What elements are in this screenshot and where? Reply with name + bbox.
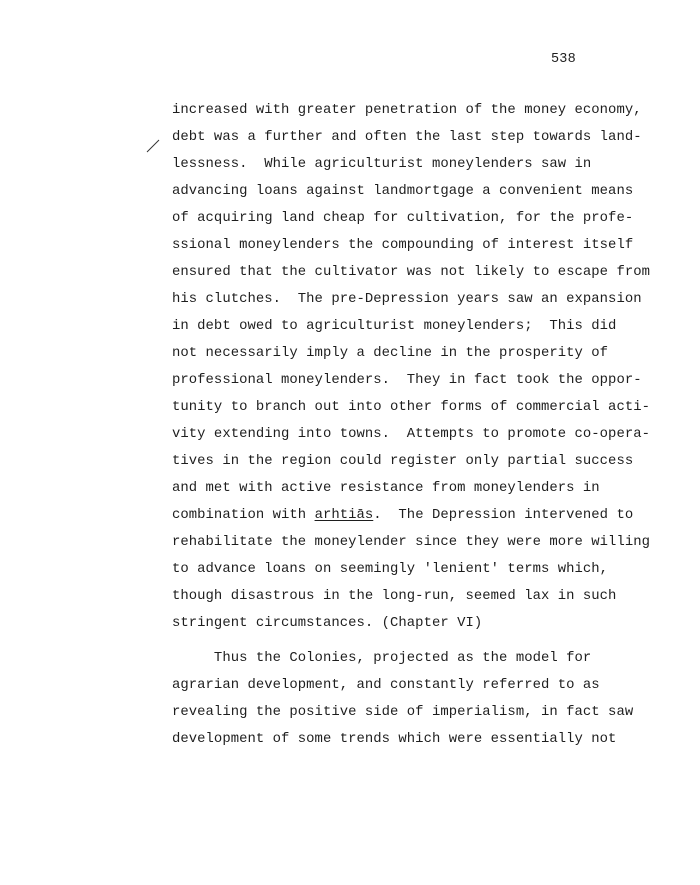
text-segment: combination with: [172, 507, 315, 523]
text-line: increased with greater penetration of the money economy,: [172, 102, 642, 118]
text-line: and met with active resistance from moneylenders in: [172, 480, 600, 496]
text-line: though disastrous in the long-run, seemed lax in such: [172, 588, 617, 604]
page-number: 538: [551, 52, 576, 67]
text-line: [172, 509, 633, 523]
text-line: tives in the region could register only partial success: [172, 453, 634, 469]
text-line: of acquiring land cheap for cultivation, for the profe-: [172, 210, 634, 226]
text-line: his clutches. The pre-Depression years saw an expansion: [172, 291, 642, 307]
text-line: in debt owed to agriculturist moneylenders; This did: [172, 318, 617, 334]
text-line: rehabilitate the moneylender since they were more willing: [172, 534, 650, 550]
text-line: ssional moneylenders the compounding of interest itself: [172, 237, 634, 253]
text-line: Thus the Colonies, projected as the model for: [172, 650, 592, 666]
text-line: revealing the positive side of imperialism, in fact saw: [172, 704, 634, 720]
text-line: tunity to branch out into other forms of commercial acti-: [172, 399, 650, 415]
margin-tick-mark: [145, 138, 161, 154]
text-line: to advance loans on seemingly 'lenient' terms which,: [172, 561, 609, 577]
text-line: vity extending into towns. Attempts to promote co-opera-: [172, 426, 650, 442]
text-line: development of some trends which were essentially not: [172, 731, 617, 747]
text-line: professional moneylenders. They in fact took the oppor-: [172, 372, 642, 388]
text-line: stringent circumstances. (Chapter VI): [172, 615, 483, 631]
text-line: lessness. While agriculturist moneylenders saw in: [172, 156, 592, 172]
text-segment: . The Depression intervened to: [373, 507, 634, 523]
text-line: debt was a further and often the last step towards land-: [172, 129, 642, 145]
text-line: ensured that the cultivator was not likely to escape from: [172, 264, 650, 280]
text-line: advancing loans against landmortgage a convenient means: [172, 183, 634, 199]
text-line: not necessarily imply a decline in the prosperity of: [172, 345, 609, 361]
text-line: agrarian development, and constantly referred to as: [172, 677, 600, 693]
underlined-term: arhtiās: [314, 507, 374, 523]
